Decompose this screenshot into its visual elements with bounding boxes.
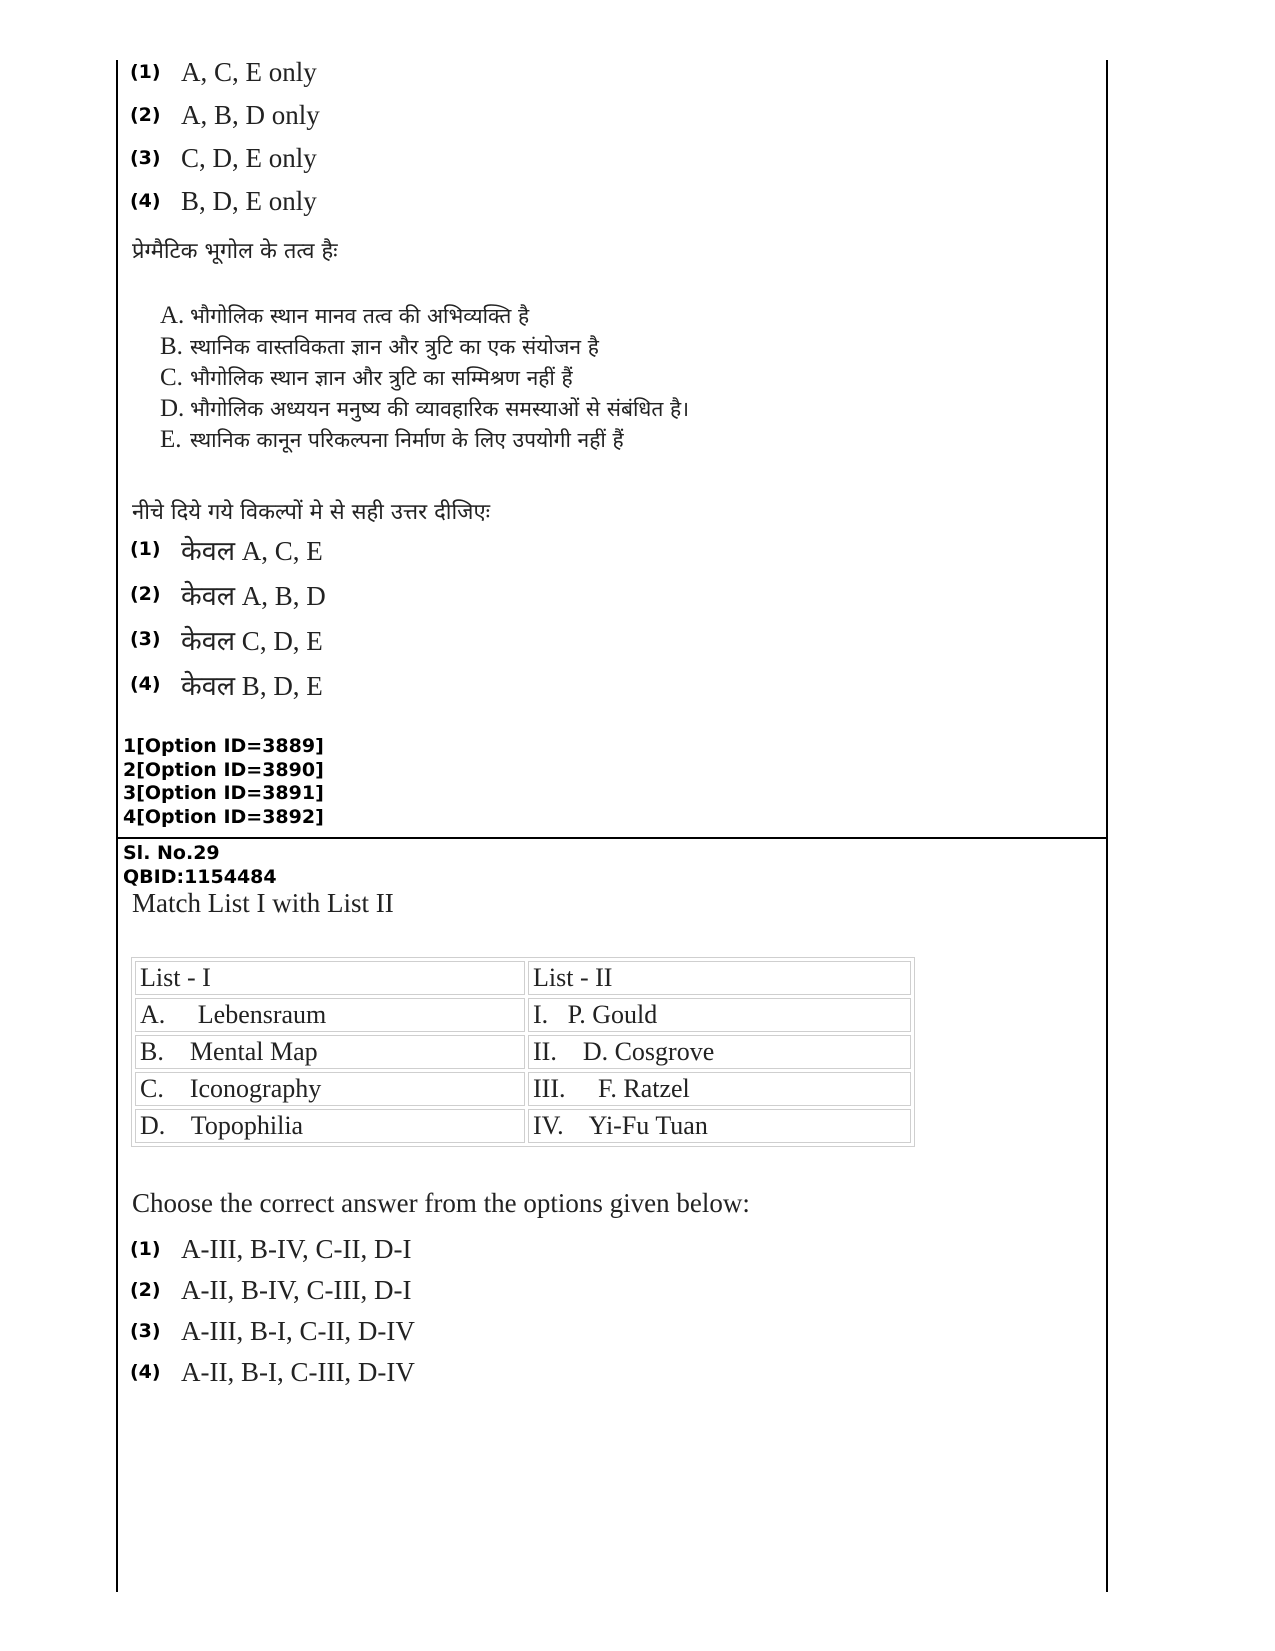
hindi-option-3[interactable] [130,622,323,656]
table-cell: List - II [528,961,911,995]
statement-text: भौगोलिक स्थान ज्ञान और त्रुटि का सम्मिश्रण नहीं हैं [190,366,573,390]
hindi-statement-e [160,426,624,456]
hindi-option-2[interactable] [130,577,326,611]
option-text: C, D, E only [181,142,317,173]
option-text: A, C, E only [181,56,317,87]
table-row [135,1035,911,1069]
left-border-line [116,60,118,1592]
table-header-row [135,961,911,995]
option-number: (3) [130,628,161,650]
option-id: 1[Option ID=3889] [123,735,324,757]
option-number: (1) [130,538,161,560]
option-number: (4) [130,190,161,212]
option-number: (1) [130,1238,161,1260]
english-option-2[interactable] [130,98,320,132]
question-divider [116,837,1108,839]
option-text: केवल A, B, D [181,580,326,611]
hindi-statement-b [160,333,599,363]
right-border-line [1106,60,1108,1592]
answer-instruction: Choose the correct answer from the options given below: [132,1188,750,1218]
option-text: A-II, B-IV, C-III, D-I [181,1274,412,1305]
option-text: B, D, E only [181,185,317,216]
option-text: केवल C, D, E [181,625,323,656]
option-id: 2[Option ID=3890] [123,758,324,781]
hindi-option-4[interactable] [130,667,323,701]
hindi-instruction: नीचे दिये गये विकल्पों मे से सही उत्तर दीजिएः [132,500,491,525]
statement-label: D. [160,395,185,422]
option-number: (2) [130,583,161,605]
option-text: केवल A, C, E [181,535,323,566]
english-option-3[interactable] [130,141,317,175]
answer-option-1[interactable] [130,1232,411,1266]
statement-text: स्थानिक कानून परिकल्पना निर्माण के लिए उपयोगी नहीं हैं [190,428,624,452]
table-cell: II. D. Cosgrove [528,1035,911,1069]
table-cell: C. Iconography [135,1072,525,1106]
statement-text: भौगोलिक स्थान मानव तत्व की अभिव्यक्ति है [190,304,530,328]
option-number: (3) [130,1320,161,1342]
match-list-table [131,957,915,1147]
option-number: (2) [130,1279,161,1301]
english-option-1[interactable] [130,55,317,89]
answer-option-2[interactable] [130,1273,411,1307]
table-cell: III. F. Ratzel [528,1072,911,1106]
statement-text: स्थानिक वास्तविकता ज्ञान और त्रुटि का एक संयोजन है [190,335,599,359]
option-number: (1) [130,61,161,83]
table-cell: A. Lebensraum [135,998,525,1032]
table-row [135,998,911,1032]
table-cell: B. Mental Map [135,1035,525,1069]
english-option-4[interactable] [130,184,317,218]
option-number: (4) [130,673,161,695]
option-text: A-III, B-IV, C-II, D-I [181,1233,412,1264]
serial-number: Sl. No.29 [123,842,220,864]
option-text: A-II, B-I, C-III, D-IV [181,1356,415,1387]
question-bank-id: QBID:1154484 [123,865,277,888]
option-number: (2) [130,104,161,126]
option-id-list [123,735,324,829]
option-text: A-III, B-I, C-II, D-IV [181,1315,415,1346]
option-text: A, B, D only [181,99,320,130]
hindi-statement-d [160,395,689,425]
option-number: (4) [130,1361,161,1383]
table-cell: I. P. Gould [528,998,911,1032]
statement-label: B. [160,333,183,360]
option-text: केवल B, D, E [181,670,323,701]
option-number: (3) [130,147,161,169]
statement-label: A. [160,302,185,329]
question-stem: Match List I with List II [132,888,394,918]
hindi-question-stem: प्रेग्मैटिक भूगोल के तत्व हैः [132,239,338,264]
statement-label: E. [160,426,182,453]
table-cell: List - I [135,961,525,995]
table-cell: D. Topophilia [135,1109,525,1143]
question-meta [123,842,277,889]
option-id: 3[Option ID=3891] [123,782,324,804]
answer-option-3[interactable] [130,1314,415,1348]
hindi-option-1[interactable] [130,532,323,566]
table-row [135,1109,911,1143]
table-cell: IV. Yi-Fu Tuan [528,1109,911,1143]
table-row [135,1072,911,1106]
statement-text: भौगोलिक अध्ययन मनुष्य की व्यावहारिक समस्याओं से संबंधित है। [190,397,690,421]
answer-option-4[interactable] [130,1355,415,1389]
statement-label: C. [160,364,183,391]
hindi-statement-a [160,302,529,332]
hindi-statement-c [160,364,573,394]
option-id: 4[Option ID=3892] [123,805,324,828]
